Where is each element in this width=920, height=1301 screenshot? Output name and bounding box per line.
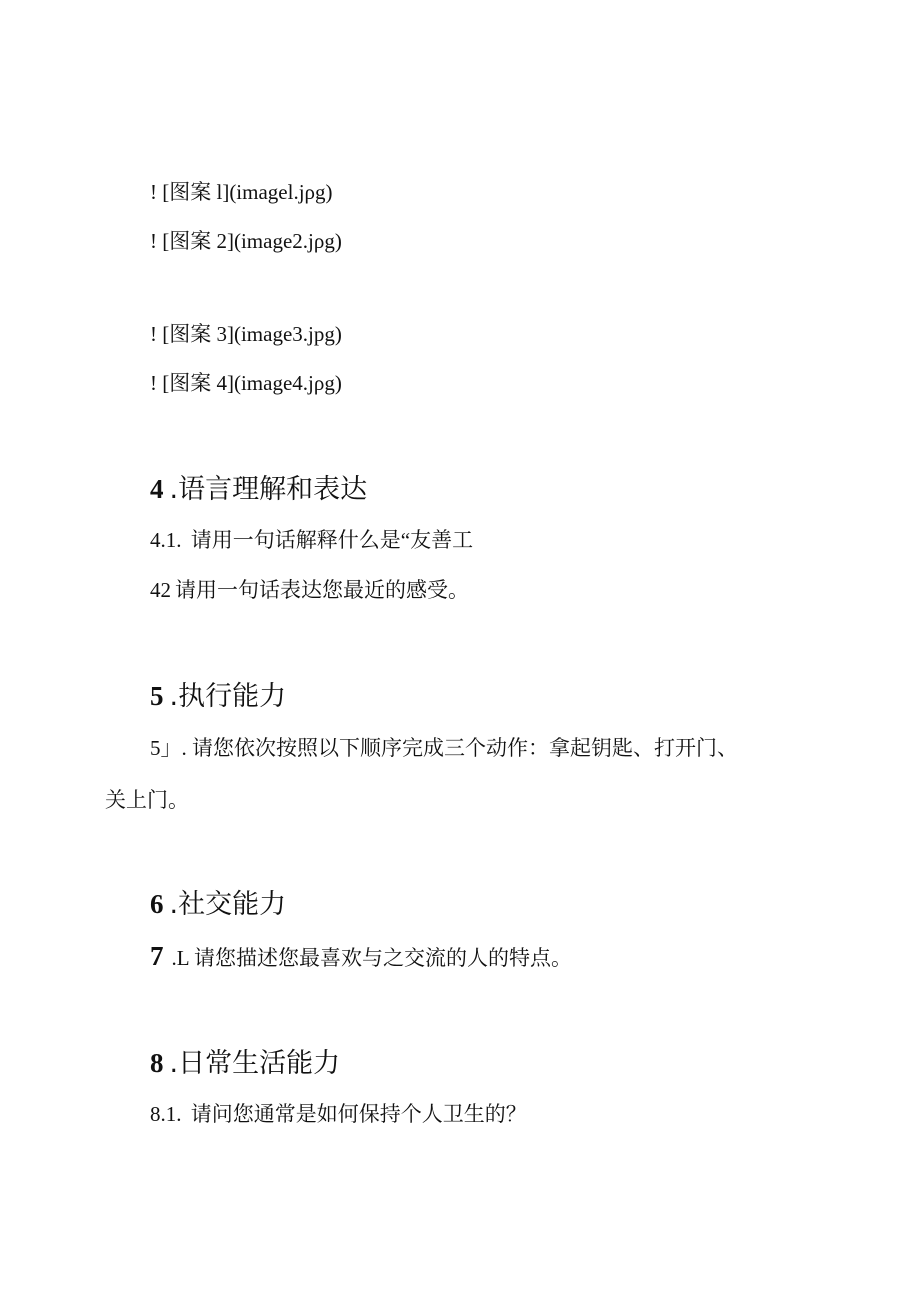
item-text: 请用一句话表达您最近的感受。 <box>175 578 469 602</box>
image-reference-3: ! [图案 3](image3.jpg) <box>150 322 342 346</box>
section-title: .执行能力 <box>169 681 287 712</box>
item-number: 7 <box>150 941 164 971</box>
item-4-1 <box>150 530 473 551</box>
section-number: 4 <box>150 474 164 504</box>
item-7-1 <box>150 943 572 970</box>
section-heading-4 <box>150 476 367 503</box>
item-text: 请用一句话解释什么是“友善工 <box>190 528 474 552</box>
section-number: 8 <box>150 1048 164 1078</box>
item-4-2 <box>150 580 469 601</box>
section-title: .语言理解和表达 <box>169 474 368 505</box>
paragraph-5-1-line2: 关上门。 <box>105 788 189 812</box>
item-number: 4.1. <box>150 528 182 552</box>
section-number: 5 <box>150 681 164 711</box>
image-reference-1: ! [图案 l](imagel.jρg) <box>150 180 333 204</box>
paragraph-5-1-line1: 5」. 请您依次按照以下顺序完成三个动作：拿起钥匙、打开门、 <box>150 736 738 760</box>
section-heading-6 <box>150 891 286 918</box>
item-number: 42 <box>150 578 171 602</box>
item-text: 请问您通常是如何保持个人卫生的？ <box>190 1102 527 1126</box>
item-8-1 <box>150 1104 527 1125</box>
section-number: 6 <box>150 889 164 919</box>
image-reference-4: ! [图案 4](image4.jρg) <box>150 371 342 395</box>
section-title: .日常生活能力 <box>169 1048 341 1079</box>
section-title: .社交能力 <box>169 889 287 920</box>
item-text: .L 请您描述您最喜欢与之交流的人的特点。 <box>171 946 573 970</box>
section-heading-5 <box>150 683 286 710</box>
section-heading-8 <box>150 1050 340 1077</box>
item-number: 8.1. <box>150 1102 182 1126</box>
image-reference-2: ! [图案 2](image2.jρg) <box>150 229 342 253</box>
